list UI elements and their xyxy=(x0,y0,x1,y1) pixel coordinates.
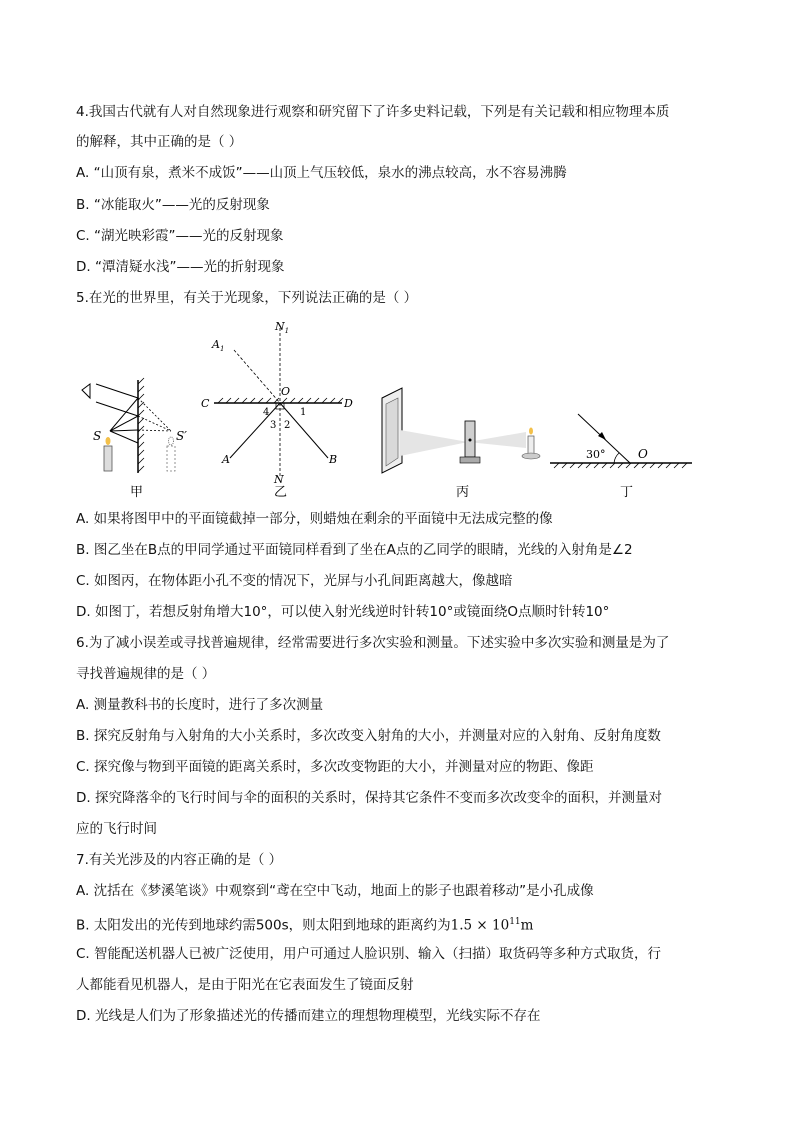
q7-option-b-exponent: 11 xyxy=(509,917,521,927)
angle-30: 30° xyxy=(586,448,606,461)
label-s-prime: S′ xyxy=(176,429,187,443)
q7-option-b xyxy=(76,913,533,935)
q4-option-b: B. “冰能取火”——光的反射现象 xyxy=(76,197,270,213)
q5-stem: 5.在光的世界里，有关于光现象，下列说法正确的是（ ） xyxy=(76,290,418,306)
eye-icon xyxy=(82,384,90,398)
figure-bing xyxy=(376,318,546,503)
label-b: B xyxy=(329,453,338,466)
angle-4: 4 xyxy=(263,407,270,418)
figure-ding-caption: 丁 xyxy=(620,485,634,500)
figure-jia-caption: 甲 xyxy=(130,485,144,500)
q7-option-b-unit: m xyxy=(520,917,534,934)
label-s: S xyxy=(93,429,102,443)
q7-option-b-text: B. 太阳发出的光传到地球约需500s，则太阳到地球的距离约为 xyxy=(76,917,451,934)
label-d: D xyxy=(344,397,353,410)
q6-option-c: C. 探究像与物到平面镜的距离关系时，多次改变物距的大小，并测量对应的物距、像距 xyxy=(76,759,594,775)
q6-option-a: A. 测量教科书的长度时，进行了多次测量 xyxy=(76,697,324,713)
q4-option-d: D. “潭清疑水浅”——光的折射现象 xyxy=(76,259,285,275)
label-o-ding: O xyxy=(638,447,648,461)
q6-option-d-line1: D. 探究降落伞的飞行时间与伞的面积的关系时，保持其它条件不变而多次改变伞的面积，并测量对 xyxy=(76,790,662,806)
figure-yi xyxy=(196,318,366,503)
label-o: O xyxy=(281,385,291,398)
q5-option-c: C. 如图丙，在物体距小孔不变的情况下，光屏与小孔间距离越大，像越暗 xyxy=(76,573,513,589)
q6-stem-line1: 6.为了减小误差或寻找普遍规律，经常需要进行多次实验和测量。下述实验中多次实验和测量是为了 xyxy=(76,635,670,651)
figure-bing-caption: 丙 xyxy=(456,485,470,500)
figure-ding xyxy=(546,318,716,503)
angle-3: 3 xyxy=(270,420,277,431)
q6-stem-line2: 寻找普遍规律的是（ ） xyxy=(76,666,216,682)
q7-option-b-value: 1.5 × 10 xyxy=(450,917,510,934)
q6-option-b: B. 探究反射角与入射角的大小关系时，多次改变入射角的大小，并测量对应的入射角、反射角度数 xyxy=(76,728,661,744)
q5-option-b: B. 图乙坐在B点的甲同学通过平面镜同样看到了坐在A点的乙同学的眼睛，光线的入射角是∠2 xyxy=(76,542,633,558)
q7-option-d: D. 光线是人们为了形象描述光的传播而建立的理想物理模型，光线实际不存在 xyxy=(76,1008,541,1024)
q4-option-c: C. “湖光映彩霞”——光的反射现象 xyxy=(76,228,284,244)
angle-2: 2 xyxy=(284,420,291,431)
q4-stem-line2: 的解释，其中正确的是（ ） xyxy=(76,134,243,150)
q5-option-d: D. 如图丁，若想反射角增大10°，可以使入射光线逆时针转10°或镜面绕O点顺时针转10° xyxy=(76,604,610,620)
label-c: C xyxy=(201,397,210,410)
q4-option-a: A. “山顶有泉，煮米不成饭”——山顶上气压较低，泉水的沸点较高，水不容易沸腾 xyxy=(76,165,567,181)
q4-stem-line1: 4.我国古代就有人对自然现象进行观察和研究留下了许多史料记载，下列是有关记载和相应物理本质 xyxy=(76,104,670,120)
label-a: A xyxy=(222,453,230,466)
angle-1: 1 xyxy=(300,407,307,418)
q7-option-a: A. 沈括在《梦溪笔谈》中观察到“鸢在空中飞动，地面上的影子也跟着移动”是小孔成像 xyxy=(76,883,594,899)
q7-option-c-line1: C. 智能配送机器人已被广泛使用，用户可通过人脸识别、输入（扫描）取货码等多种方式取货，行 xyxy=(76,946,662,962)
q5-figures xyxy=(76,318,716,503)
q7-option-c-line2: 人都能看见机器人，是由于阳光在它表面发生了镜面反射 xyxy=(76,977,414,993)
figure-jia xyxy=(76,318,196,503)
q6-option-d-line2: 应的飞行时间 xyxy=(76,821,157,837)
label-n: N xyxy=(274,473,284,486)
figure-yi-caption: 乙 xyxy=(274,485,288,500)
label-n1: $N_1$ xyxy=(275,320,290,335)
label-a1: $A_1$ xyxy=(212,338,225,353)
q5-option-a: A. 如果将图甲中的平面镜截掉一部分，则蜡烛在剩余的平面镜中无法成完整的像 xyxy=(76,511,553,527)
q7-stem: 7.有关光涉及的内容正确的是（ ） xyxy=(76,852,283,868)
